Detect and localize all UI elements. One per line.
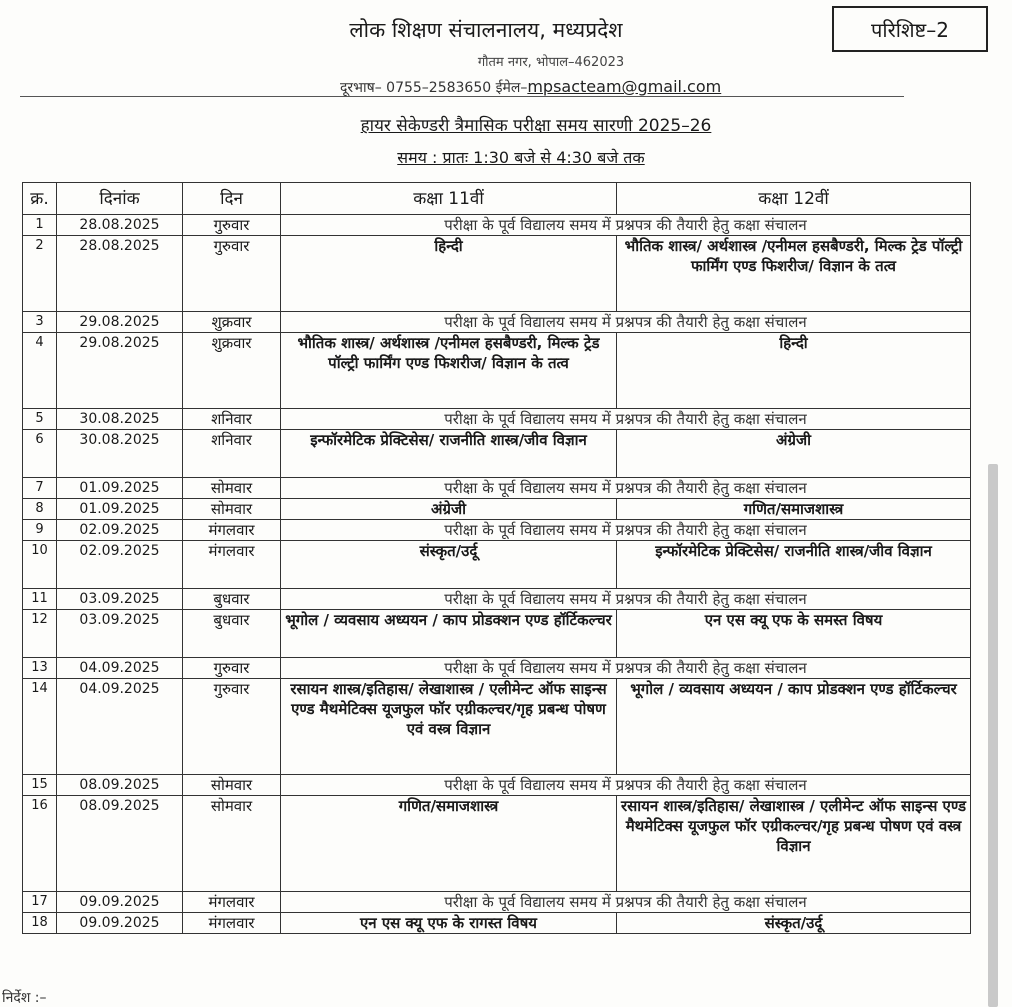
row-number: 15 [23, 775, 57, 796]
row-day: मंगलवार [183, 892, 281, 913]
class12-subject: इन्फॉरमेटिक प्रेक्टिसेस/ राजनीति शास्त्र/जीव विज्ञान [617, 541, 971, 589]
prep-session-cell: परीक्षा के पूर्व विद्यालय समय में प्रश्नपत्र की तैयारी हेतु कक्षा संचालन [281, 312, 971, 333]
header-class12: कक्षा 12वीं [617, 183, 971, 215]
row-number: 6 [23, 430, 57, 478]
prep-session-cell: परीक्षा के पूर्व विद्यालय समय में प्रश्नपत्र की तैयारी हेतु कक्षा संचालन [281, 775, 971, 796]
row-number: 3 [23, 312, 57, 333]
row-number: 11 [23, 589, 57, 610]
table-row [23, 679, 971, 775]
row-date: 01.09.2025 [57, 499, 183, 520]
class12-subject: एन एस क्यू एफ के समस्त विषय [617, 610, 971, 658]
row-day: सोमवार [183, 499, 281, 520]
directorate-title: लोक शिक्षण संचालनालय, मध्यप्रदेश [349, 18, 623, 42]
class11-subject: भौतिक शास्त्र/ अर्थशास्त्र /एनीमल हसबैण्डरी, मिल्क ट्रेड पॉल्ट्री फार्मिंग एण्ड फिशरीज/ विज्ञान के तत्व [281, 333, 617, 409]
prep-session-cell: परीक्षा के पूर्व विद्यालय समय में प्रश्नपत्र की तैयारी हेतु कक्षा संचालन [281, 892, 971, 913]
row-number: 5 [23, 409, 57, 430]
row-day: गुरुवार [183, 658, 281, 679]
row-date: 28.08.2025 [57, 236, 183, 312]
row-date: 02.09.2025 [57, 520, 183, 541]
contact-line [340, 77, 721, 97]
table-header-row [23, 183, 971, 215]
prep-session-cell: परीक्षा के पूर्व विद्यालय समय में प्रश्नपत्र की तैयारी हेतु कक्षा संचालन [281, 409, 971, 430]
class12-subject: भूगोल / व्यवसाय अध्ययन / काप प्रोडक्शन एण्ड हॉर्टिकल्चर [617, 679, 971, 775]
row-day: सोमवार [183, 775, 281, 796]
timetable-table [22, 182, 971, 934]
table-row [23, 430, 971, 478]
class11-subject: रसायन शास्त्र/इतिहास/ लेखाशास्त्र / एलीमेन्ट ऑफ साइन्स एण्ड मैथमेटिक्स यूजफुल फॉर एग्रीकल्चर/गृह प्रबन्ध पोषण एवं वस्त्र विज्ञान [281, 679, 617, 775]
table-row [23, 796, 971, 892]
row-date: 29.08.2025 [57, 333, 183, 409]
table-row [23, 541, 971, 589]
row-day: मंगलवार [183, 913, 281, 934]
table-row [23, 658, 971, 679]
annex-label: परिशिष्ट–2 [832, 6, 988, 52]
row-date: 30.08.2025 [57, 430, 183, 478]
row-date: 28.08.2025 [57, 215, 183, 236]
row-day: बुधवार [183, 589, 281, 610]
table-row [23, 478, 971, 499]
row-date: 08.09.2025 [57, 775, 183, 796]
row-day: गुरुवार [183, 215, 281, 236]
row-date: 09.09.2025 [57, 913, 183, 934]
row-number: 14 [23, 679, 57, 775]
class11-subject: एन एस क्यू एफ के रागस्त विषय [281, 913, 617, 934]
row-date: 04.09.2025 [57, 679, 183, 775]
row-day: गुरुवार [183, 236, 281, 312]
row-number: 9 [23, 520, 57, 541]
prep-session-cell: परीक्षा के पूर्व विद्यालय समय में प्रश्नपत्र की तैयारी हेतु कक्षा संचालन [281, 658, 971, 679]
directorate-address: गौतम नगर, भोपाल–462023 [477, 55, 625, 70]
table-row [23, 913, 971, 934]
row-number: 16 [23, 796, 57, 892]
exam-title-text: हायर सेकेण्डरी त्रैमासिक परीक्षा समय सारणी 2025–26 [360, 116, 712, 136]
row-day: बुधवार [183, 610, 281, 658]
header-sr: क्र. [23, 183, 57, 215]
row-date: 01.09.2025 [57, 478, 183, 499]
class11-subject: हिन्दी [281, 236, 617, 312]
table-row [23, 610, 971, 658]
prep-session-cell: परीक्षा के पूर्व विद्यालय समय में प्रश्नपत्र की तैयारी हेतु कक्षा संचालन [281, 478, 971, 499]
instructions-label: निर्देश :– [2, 990, 47, 1006]
header-divider [20, 96, 904, 97]
prep-session-cell: परीक्षा के पूर्व विद्यालय समय में प्रश्नपत्र की तैयारी हेतु कक्षा संचालन [281, 589, 971, 610]
row-date: 09.09.2025 [57, 892, 183, 913]
class12-subject: भौतिक शास्त्र/ अर्थशास्त्र /एनीमल हसबैण्डरी, मिल्क ट्रेड पॉल्ट्री फार्मिंग एण्ड फिशरीज/ विज्ञान के तत्व [617, 236, 971, 312]
table-row [23, 236, 971, 312]
row-number: 10 [23, 541, 57, 589]
row-day: मंगलवार [183, 541, 281, 589]
row-day: शनिवार [183, 409, 281, 430]
table-row [23, 409, 971, 430]
contact-email: mpsacteam@gmail.com [527, 77, 722, 96]
row-number: 12 [23, 610, 57, 658]
header-date: दिनांक [57, 183, 183, 215]
table-row [23, 312, 971, 333]
row-number: 2 [23, 236, 57, 312]
row-number: 18 [23, 913, 57, 934]
timetable [22, 182, 970, 934]
row-day: गुरुवार [183, 679, 281, 775]
contact-phone: दूरभाष– 0755–2583650 ईमेल– [340, 80, 528, 96]
exam-time [0, 146, 1012, 168]
row-number: 13 [23, 658, 57, 679]
row-date: 02.09.2025 [57, 541, 183, 589]
class12-subject: अंग्रेजी [617, 430, 971, 478]
exam-title [0, 113, 1012, 136]
row-date: 03.09.2025 [57, 589, 183, 610]
exam-time-text: समय : प्रातः 1:30 बजे से 4:30 बजे तक [397, 148, 645, 167]
header-class11: कक्षा 11वीं [281, 183, 617, 215]
prep-session-cell: परीक्षा के पूर्व विद्यालय समय में प्रश्नपत्र की तैयारी हेतु कक्षा संचालन [281, 215, 971, 236]
row-day: शनिवार [183, 430, 281, 478]
table-row [23, 892, 971, 913]
row-day: शुक्रवार [183, 312, 281, 333]
row-number: 8 [23, 499, 57, 520]
table-row [23, 589, 971, 610]
row-date: 29.08.2025 [57, 312, 183, 333]
table-row [23, 333, 971, 409]
row-day: शुक्रवार [183, 333, 281, 409]
table-row [23, 215, 971, 236]
table-row [23, 499, 971, 520]
class12-subject: गणित/समाजशास्त्र [617, 499, 971, 520]
class12-subject: संस्कृत/उर्दू [617, 913, 971, 934]
class12-subject: हिन्दी [617, 333, 971, 409]
row-day: मंगलवार [183, 520, 281, 541]
scrollbar[interactable] [988, 464, 998, 1007]
class12-subject: रसायन शास्त्र/इतिहास/ लेखाशास्त्र / एलीमेन्ट ऑफ साइन्स एण्ड मैथमेटिक्स यूजफुल फॉर एग्रीकल्चर/गृह प्रबन्ध पोषण एवं वस्त्र विज्ञान [617, 796, 971, 892]
row-number: 17 [23, 892, 57, 913]
row-date: 30.08.2025 [57, 409, 183, 430]
class11-subject: गणित/समाजशास्त्र [281, 796, 617, 892]
table-row [23, 775, 971, 796]
prep-session-cell: परीक्षा के पूर्व विद्यालय समय में प्रश्नपत्र की तैयारी हेतु कक्षा संचालन [281, 520, 971, 541]
row-number: 4 [23, 333, 57, 409]
table-row [23, 520, 971, 541]
class11-subject: संस्कृत/उर्दू [281, 541, 617, 589]
row-date: 03.09.2025 [57, 610, 183, 658]
class11-subject: भूगोल / व्यवसाय अध्ययन / काप प्रोडक्शन एण्ड हॉर्टिकल्चर [281, 610, 617, 658]
class11-subject: इन्फॉरमेटिक प्रेक्टिसेस/ राजनीति शास्त्र/जीव विज्ञान [281, 430, 617, 478]
class11-subject: अंग्रेजी [281, 499, 617, 520]
row-date: 04.09.2025 [57, 658, 183, 679]
header-day: दिन [183, 183, 281, 215]
row-number: 1 [23, 215, 57, 236]
row-day: सोमवार [183, 478, 281, 499]
row-date: 08.09.2025 [57, 796, 183, 892]
row-day: सोमवार [183, 796, 281, 892]
row-number: 7 [23, 478, 57, 499]
table-body [23, 215, 971, 934]
